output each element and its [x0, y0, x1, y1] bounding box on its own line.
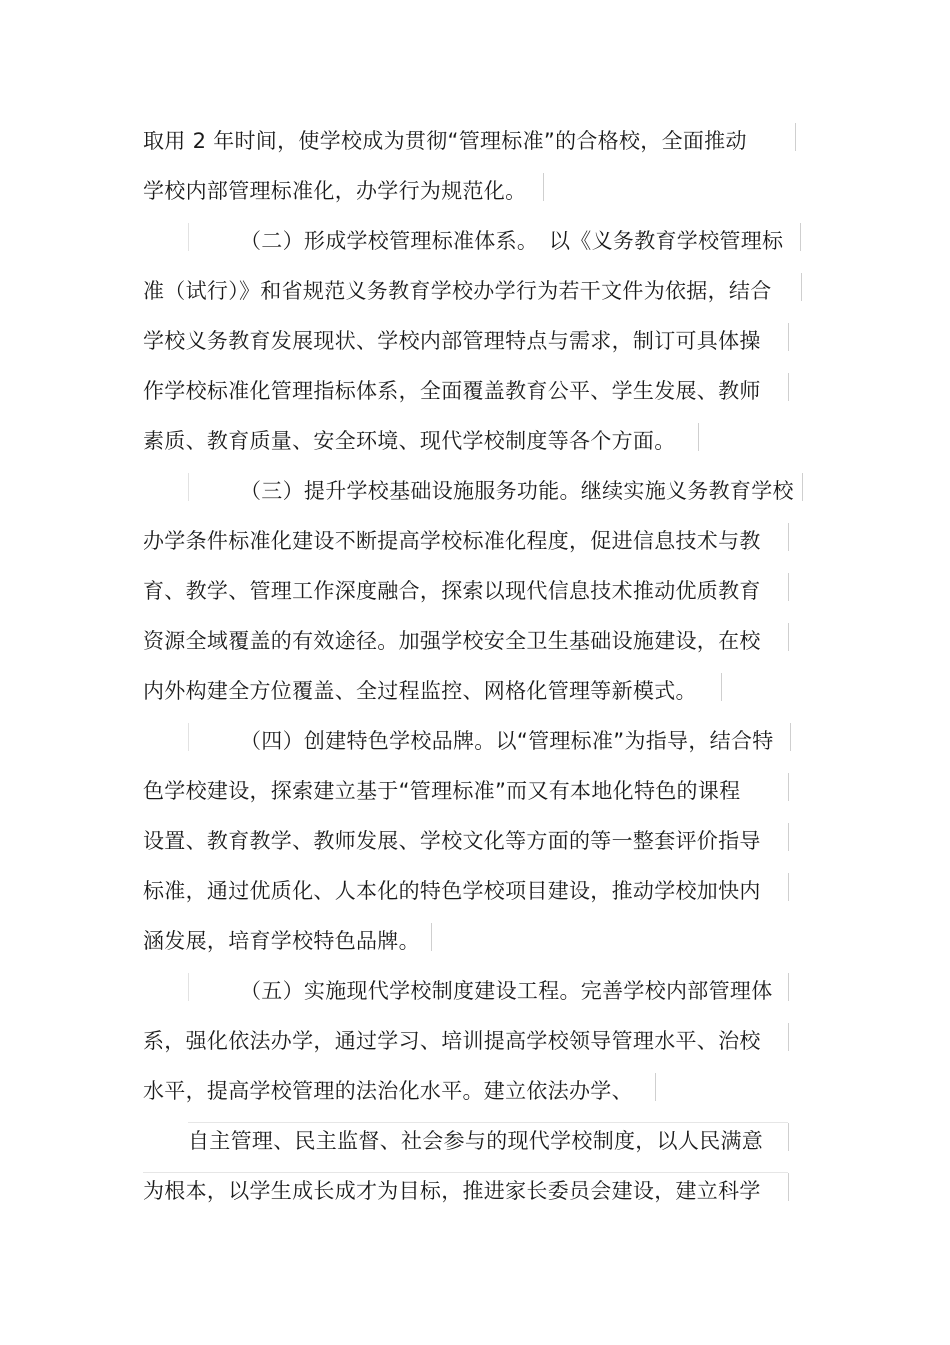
text-box-edge — [802, 473, 803, 501]
text-line — [143, 876, 761, 906]
text-line — [143, 826, 761, 856]
text-line — [143, 776, 740, 806]
line-text: 设置、教育教学、教师发展、学校文化等方面的等一整套评价指导 — [143, 829, 761, 853]
text-line — [188, 1126, 763, 1156]
text-line — [143, 1026, 761, 1056]
text-box-edge — [788, 1123, 789, 1151]
text-box-edge — [188, 473, 189, 501]
line-text: 育、教学、管理工作深度融合，探索以现代信息技术推动优质教育 — [143, 579, 761, 603]
line-text: 水平，提高学校管理的法治化水平。建立依法办学、 — [143, 1079, 633, 1103]
text-line — [143, 576, 761, 606]
text-line — [143, 626, 761, 656]
line-text: （四）创建特色学校品牌。以“管理标准”为指导，结合特 — [240, 729, 774, 753]
line-text: 作学校标准化管理指标体系，全面覆盖教育公平、学生发展、教师 — [143, 379, 761, 403]
paragraph-heading-line — [190, 226, 783, 256]
text-line — [143, 926, 420, 956]
text-line — [143, 1076, 633, 1106]
text-box-edge — [655, 1073, 656, 1101]
text-box-edge — [788, 373, 789, 401]
line-text: 内外构建全方位覆盖、全过程监控、网格化管理等新模式。 — [143, 679, 697, 703]
text-box-edge — [788, 573, 789, 601]
line-text: 色学校建设，探索建立基于“管理标准”而又有本地化特色的课程 — [143, 779, 741, 803]
text-line — [143, 426, 676, 456]
text-box-edge — [188, 1122, 788, 1123]
line-text: 系，强化依法办学，通过学习、培训提高学校领导管理水平、治校 — [143, 1029, 761, 1053]
text-box-edge — [788, 1173, 789, 1201]
text-line — [143, 326, 761, 356]
text-line — [143, 176, 526, 206]
line-text: （五）实施现代学校制度建设工程。完善学校内部管理体 — [240, 979, 773, 1003]
text-box-edge — [543, 173, 544, 201]
line-text: 取用 2 年时间，使学校成为贯彻“管理标准”的合格校，全面推动 — [143, 129, 747, 153]
line-text: 标准，通过优质化、人本化的特色学校项目建设，推动学校加快内 — [143, 879, 761, 903]
line-text: （三）提升学校基础设施服务功能。继续实施义务教育学校 — [240, 479, 794, 503]
paragraph-heading-line — [190, 726, 774, 756]
line-text: 学校内部管理标准化，办学行为规范化。 — [143, 179, 527, 203]
text-line — [143, 126, 747, 156]
line-text: 涵发展，培育学校特色品牌。 — [143, 929, 420, 953]
line-text: （二）形成学校管理标准体系。 以《义务教育学校管理标 — [240, 229, 784, 253]
text-box-edge — [788, 323, 789, 351]
text-line — [143, 526, 761, 556]
text-box-edge — [788, 973, 789, 1001]
text-box-edge — [801, 273, 802, 301]
text-box-edge — [698, 423, 699, 451]
text-box-edge — [788, 623, 789, 651]
line-text: 办学条件标准化建设不断提高学校标准化程度，促进信息技术与教 — [143, 529, 761, 553]
text-box-edge — [788, 823, 789, 851]
text-box-edge — [431, 923, 432, 951]
text-box-edge — [788, 773, 789, 801]
line-text: 自主管理、民主监督、社会参与的现代学校制度，以人民满意 — [188, 1129, 764, 1153]
text-box-edge — [188, 223, 189, 251]
text-box-edge — [788, 873, 789, 901]
paragraph-heading-line — [190, 976, 773, 1006]
text-box-edge — [188, 723, 189, 751]
line-text: 学校义务教育发展现状、学校内部管理特点与需求，制订可具体操 — [143, 329, 761, 353]
text-box-edge — [788, 523, 789, 551]
text-line — [143, 376, 761, 406]
text-box-edge — [721, 673, 722, 701]
text-box-edge — [790, 723, 791, 751]
line-text: 素质、教育质量、安全环境、现代学校制度等各个方面。 — [143, 429, 676, 453]
line-text: 为根本，以学生成长成才为目标，推进家长委员会建设，建立科学 — [143, 1179, 761, 1203]
paragraph-heading-line — [190, 476, 794, 506]
text-box-edge — [788, 1023, 789, 1051]
text-box-edge — [800, 223, 801, 251]
text-box-edge — [188, 973, 189, 1001]
line-text: 资源全域覆盖的有效途径。加强学校安全卫生基础设施建设，在校 — [143, 629, 761, 653]
text-line — [143, 1176, 761, 1206]
text-line — [143, 676, 697, 706]
line-text: 准（试行）》和省规范义务教育学校办学行为若干文件为依据，结合 — [143, 279, 772, 303]
text-box-edge — [795, 123, 796, 151]
text-box-edge — [143, 1172, 788, 1173]
text-line — [143, 276, 772, 306]
